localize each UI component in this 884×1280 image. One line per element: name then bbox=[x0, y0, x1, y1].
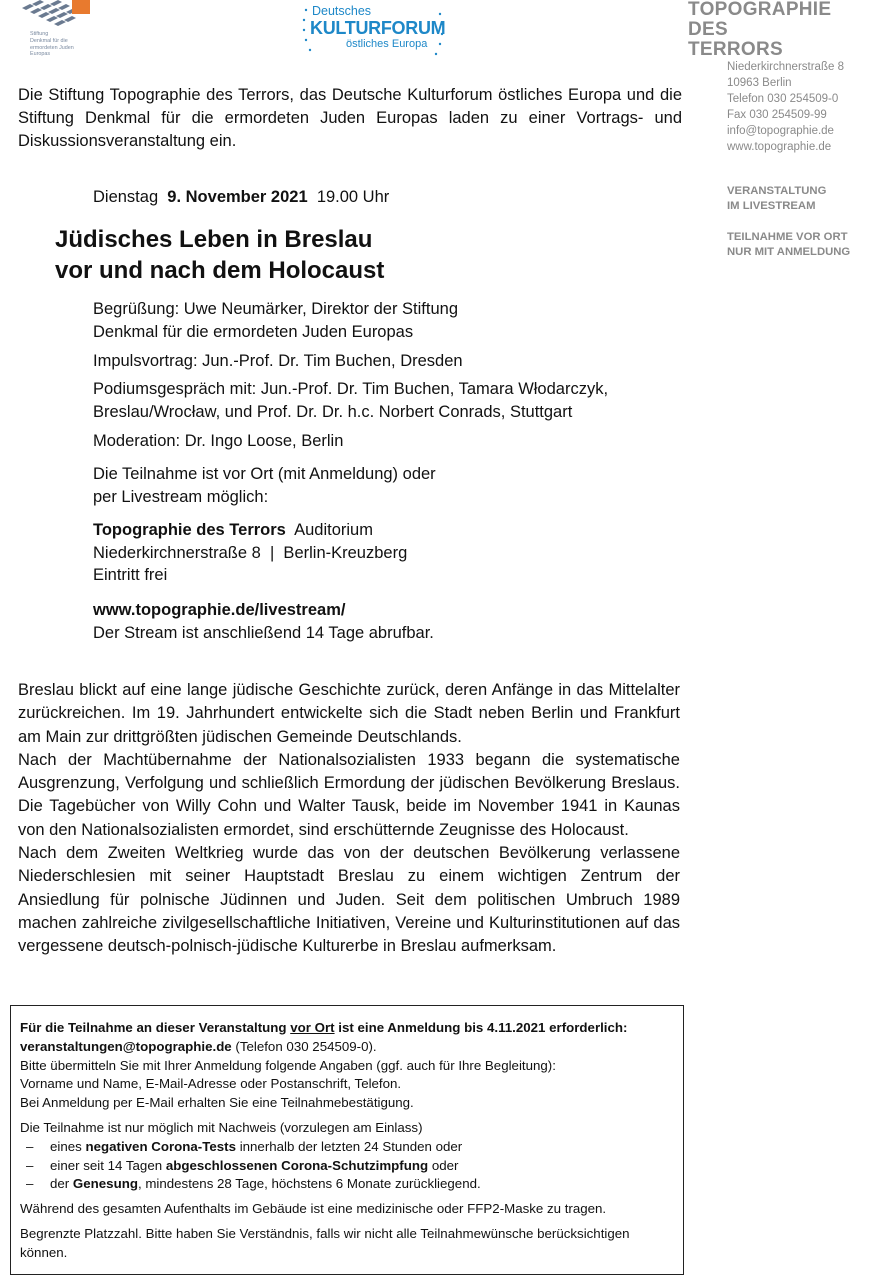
website-link[interactable]: www.topographie.de bbox=[727, 141, 832, 153]
venue-name: Topographie des Terrors bbox=[93, 521, 286, 539]
event-weekday: Dienstag bbox=[93, 188, 159, 206]
kulturforum-logo: Deutsches KULTURFORUM östliches Europa bbox=[298, 0, 450, 66]
intro-paragraph: Die Stiftung Topographie des Terrors, das Deutsche Kulturforum östliches Europa und die Stiftung Denkmal für die ermordeten Juden Europas laden zu einer Vortrags- und Diskussionsveranstaltung ein. bbox=[18, 86, 682, 150]
description-paragraph: Nach der Machtübernahme der Nationalsozialisten 1933 begann die systematische Ausgrenzung, Verfolgung und schließlich Ermordung der jüdischen Bevölkerung Breslaus. Die Tagebücher von Willy Cohn und Walter Tausk, beide im November 1941 in Kaunas von den Nationalsozialisten ermordet, sind erschütternde Zeugnisse des Holocaust. bbox=[18, 750, 680, 839]
program-panel: Podiumsgespräch mit: Jun.-Prof. Dr. Tim Buchen, Tamara Włodarczyk, Breslau/Wrocław, und Prof. Dr. Dr. h.c. Norbert Conrads, Stuttgart bbox=[93, 380, 609, 421]
proof-item: – der Genesung, mindestens 28 Tage, höchstens 6 Monate zurückliegend. bbox=[26, 1176, 481, 1192]
registration-email-link[interactable]: veranstaltungen@topographie.de bbox=[20, 1038, 232, 1054]
registration-phone: (Telefon 030 254509-0). bbox=[235, 1038, 377, 1054]
address-block: Niederkirchnerstraße 8 10963 Berlin Telefon 030 254509-0 Fax 030 254509-99 info@topographie.de www.topographie.de bbox=[727, 61, 844, 153]
admission: Eintritt frei bbox=[93, 566, 168, 584]
program-greeting: Begrüßung: Uwe Neumärker, Direktor der Stiftung Denkmal für die ermordeten Juden Europas bbox=[93, 300, 458, 341]
proof-item: – eines negativen Corona-Tests innerhalb der letzten 24 Stunden oder bbox=[26, 1138, 463, 1154]
registration-notice-box: Für die Teilnahme an dieser Veranstaltung vor Ort ist eine Anmeldung bis 4.11.2021 erforderlich: veranstaltungen@topographie.de (Telefon 030 254509-0). Bitte übermitteln Sie mit Ihrer Anmeldung folgende Angaben (ggf. auch für Ihre Begleitung): Vorname und Name, E-Mail-Adresse oder Postanschrift, Telefon. Bei Anmeldung per E-Mail erhalten Sie eine Teilnahmebestätigung. Die Teilnahme ist nur möglich mit Nachweis (vorzulegen am Einlass) – eines negativen Corona-Tests innerhalb der letzten 24 Stunden oder – einer seit 14 Tagen abgeschlossenen Corona-Schutzimpfung oder – der Genesung, mindestens 28 Tage, höchstens 6 Monate zurückliegend. Während des gesamten Aufenthalts im Gebäude ist eine medizinische oder FFP2-Maske zu tragen. Begrenzte Platzzahl. Bitte haben Sie Verständnis, falls wir nicht alle Teilnahmewünsche berücksichtigen können. bbox=[10, 1005, 684, 1275]
participation-info: Die Teilnahme ist vor Ort (mit Anmeldung) oder per Livestream möglich: bbox=[93, 465, 436, 506]
proof-intro: Die Teilnahme ist nur möglich mit Nachweis (vorzulegen am Einlass) bbox=[20, 1119, 423, 1135]
stream-block bbox=[93, 599, 434, 644]
registration-requirement: Für die Teilnahme an dieser Veranstaltung vor Ort ist eine Anmeldung bis 4.11.2021 erforderlich: bbox=[20, 1020, 628, 1035]
program-moderation: Moderation: Dr. Ingo Loose, Berlin bbox=[93, 432, 344, 450]
stream-note: Der Stream ist anschließend 14 Tage abrufbar. bbox=[93, 623, 434, 642]
venue-room: Auditorium bbox=[294, 521, 373, 539]
description-text bbox=[18, 679, 680, 959]
description-paragraph: Breslau blickt auf eine lange jüdische Geschichte zurück, deren Anfänge in das Mittelalter zurückreichen. Im 19. Jahrhundert entwickelte sich die Stadt neben Berlin und Frankfurt am Main zur drittgrößten jüdischen Gemeinde Deutschlands. bbox=[18, 681, 680, 746]
mask-notice: Während des gesamten Aufenthalts im Gebäude ist eine medizinische oder FFP2-Maske zu tragen. bbox=[20, 1201, 607, 1217]
venue-address: Niederkirchnerstraße 8 | Berlin-Kreuzberg bbox=[93, 543, 408, 562]
side-note-registration: TEILNAHME VOR ORT NUR MIT ANMELDUNG bbox=[727, 231, 851, 258]
event-title: Jüdisches Leben in Breslau vor und nach dem Holocaust bbox=[55, 226, 385, 284]
event-date: 9. November 2021 bbox=[167, 188, 308, 206]
info-email-link[interactable]: info@topographie.de bbox=[727, 125, 834, 137]
stiftung-denkmal-logo bbox=[18, 0, 94, 66]
stiftung-logo-caption: Stiftung Denkmal für die ermordeten Juden Europas bbox=[30, 31, 74, 58]
venue-block bbox=[93, 519, 407, 587]
side-note-livestream: VERANSTALTUNG IM LIVESTREAM bbox=[727, 185, 827, 212]
topographie-logo-title: TOPOGRAPHIE DES TERRORS bbox=[688, 0, 832, 60]
event-date-line bbox=[93, 188, 389, 207]
proof-item: – einer seit 14 Tagen abgeschlossenen Corona-Schutzimpfung oder bbox=[26, 1157, 459, 1173]
program-keynote: Impulsvortrag: Jun.-Prof. Dr. Tim Buchen, Dresden bbox=[93, 352, 463, 370]
description-paragraph: Nach dem Zweiten Weltkrieg wurde das von der deutschen Bevölkerung verlassene Niederschlesien mit seiner Hauptstadt Breslau zu einem wichtigen Zentrum der Ansiedlung für polnische Jüdinnen und Juden. Seit dem politischen Umbruch 1989 machen zahlreiche zivilgesellschaftliche Initiativen, Vereine und Kulturinstitutionen auf das vergessene deutsch-polnisch-jüdische Kulturerbe in Breslau aufmerksam. bbox=[18, 844, 680, 956]
stelae-logo-graphic bbox=[20, 0, 90, 30]
capacity-notice: Begrenzte Platzzahl. Bitte haben Sie Verständnis, falls wir nicht alle Teilnahmewünsche berücksichtigen können. bbox=[20, 1225, 630, 1260]
event-time: 19.00 Uhr bbox=[316, 188, 390, 206]
livestream-link[interactable]: www.topographie.de/livestream/ bbox=[93, 601, 346, 619]
